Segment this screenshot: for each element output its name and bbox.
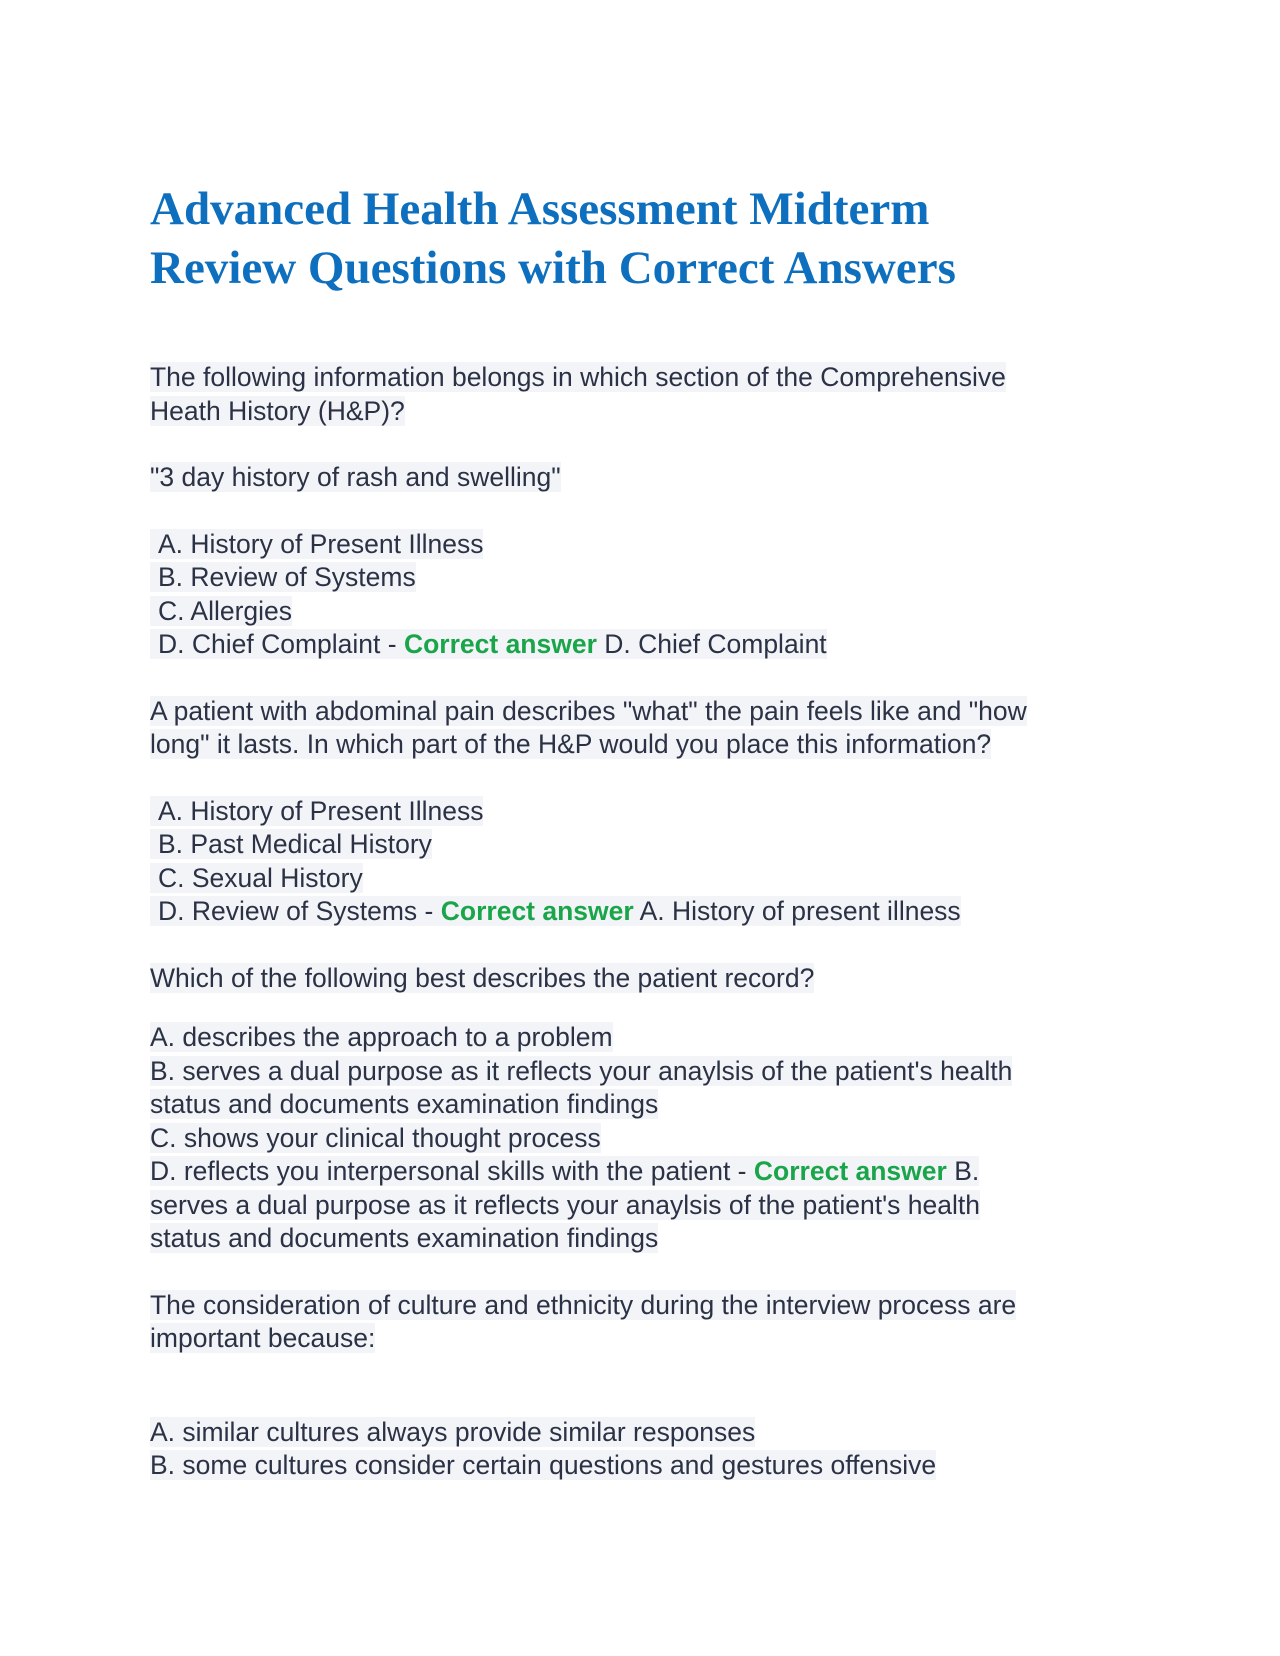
q3-option-d: D. reflects you interpersonal skills with the patient - bbox=[150, 1156, 747, 1186]
q3-option-a: A. describes the approach to a problem bbox=[150, 1022, 613, 1052]
q1-option-d: D. Chief Complaint - bbox=[158, 629, 397, 659]
q1-option-c: C. Allergies bbox=[150, 596, 292, 626]
q1-option-d-row bbox=[150, 629, 827, 659]
q2-option-c: C. Sexual History bbox=[150, 863, 363, 893]
q3-option-b-line-2: status and documents examination findings bbox=[150, 1089, 659, 1119]
q1-option-b: B. Review of Systems bbox=[150, 562, 416, 592]
question-1-options bbox=[150, 528, 1140, 662]
q3-option-c: C. shows your clinical thought process bbox=[150, 1122, 601, 1153]
document-title bbox=[150, 180, 1140, 298]
title-line-2: Review Questions with Correct Answers bbox=[150, 242, 956, 294]
q2-answer: A. History of present illness bbox=[639, 896, 961, 926]
q2-option-d-row bbox=[150, 896, 961, 926]
q3-option-b-line-1: B. serves a dual purpose as it reflects your anaylsis of the patient's health bbox=[150, 1055, 1013, 1086]
question-2-text bbox=[150, 695, 1140, 762]
question-1-line-2: Heath History (H&P)? bbox=[150, 395, 405, 426]
q2-option-d: D. Review of Systems - bbox=[158, 896, 434, 926]
question-4-line-1: The consideration of culture and ethnicity during the interview process are bbox=[150, 1289, 1017, 1320]
q1-answer: D. Chief Complaint bbox=[604, 629, 827, 659]
q3-option-d-row bbox=[150, 1156, 979, 1186]
question-4-line-2: important because: bbox=[150, 1323, 376, 1353]
question-3-options bbox=[150, 1021, 1140, 1256]
document-page bbox=[150, 180, 1140, 1483]
question-2-line-2: long" it lasts. In which part of the H&P would you place this information? bbox=[150, 729, 992, 759]
q4-option-a: A. similar cultures always provide similar responses bbox=[150, 1416, 756, 1447]
question-1-text bbox=[150, 361, 1140, 428]
question-2-line-1: A patient with abdominal pain describes "what" the pain feels like and "how bbox=[150, 695, 1027, 726]
q2-correct-label: Correct answer bbox=[440, 896, 634, 926]
question-4-text bbox=[150, 1289, 1140, 1356]
q3-answer-line-2: serves a dual purpose as it reflects your anaylsis of the patient's health bbox=[150, 1189, 980, 1220]
question-3-text: Which of the following best describes the patient record? bbox=[150, 962, 815, 993]
title-line-1: Advanced Health Assessment Midterm bbox=[150, 183, 930, 235]
question-4-options bbox=[150, 1416, 1140, 1483]
q1-correct-label: Correct answer bbox=[403, 629, 597, 659]
question-1-line-1: The following information belongs in which section of the Comprehensive bbox=[150, 362, 1006, 392]
q2-option-b: B. Past Medical History bbox=[150, 829, 432, 859]
q1-option-a: A. History of Present Illness bbox=[150, 529, 483, 559]
q3-answer-line-3: status and documents examination findings bbox=[150, 1223, 659, 1253]
q3-correct-label: Correct answer bbox=[753, 1156, 947, 1186]
q2-option-a: A. History of Present Illness bbox=[150, 796, 483, 826]
question-2-options bbox=[150, 795, 1140, 929]
q3-answer-start: B. bbox=[954, 1156, 980, 1186]
question-1-quote: "3 day history of rash and swelling" bbox=[150, 462, 561, 492]
q4-option-b: B. some cultures consider certain questions and gestures offensive bbox=[150, 1450, 937, 1480]
